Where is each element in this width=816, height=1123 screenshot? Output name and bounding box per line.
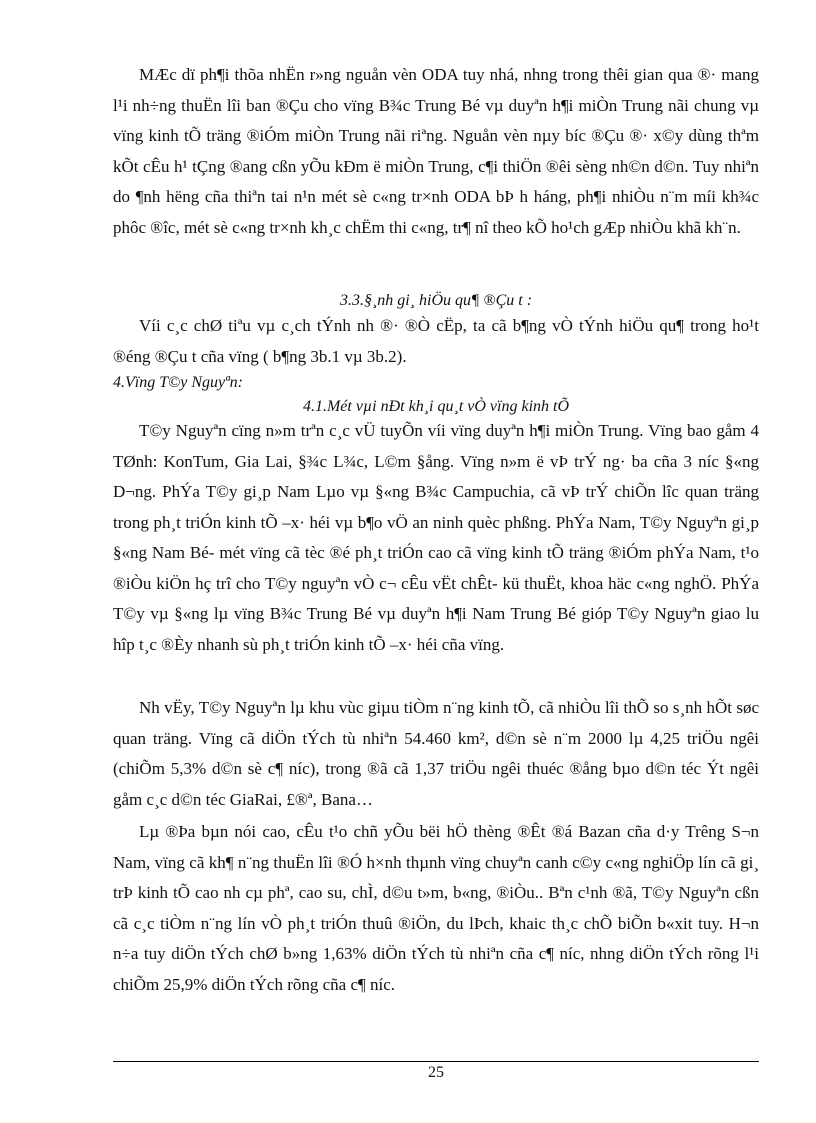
- paragraph-efficiency: Víi c¸c chØ tiªu vµ c¸ch tÝnh nh ®· ®Ò cËp, ta cã b¶ng vÒ tÝnh hiÖu qu¶ trong ho¹t ®éng ®Çu t cña vïng ( b¶ng 3b.1 vµ 3b.2).: [113, 316, 759, 366]
- heading-4: 4.Vïng T©y Nguyªn:: [113, 374, 243, 391]
- heading-4-1: 4.1.Mét vµi nÐt kh¸i qu¸t vÒ vïng kinh tÕ: [302, 398, 570, 415]
- heading-3-3: 3.3.§¸nh gi¸ hiÖu qu¶ ®Çu t :: [339, 292, 533, 309]
- paragraph-potential: Nh vËy, T©y Nguyªn lµ khu vùc giµu tiÒm n¨ng kinh tÕ, cã nhiÒu lîi thÕ so s¸nh hÕt søc quan träng. Vïng cã diÖn tÝch tù nhiªn 54.460 km², d©n sè n¨m 2000 lµ 4,25 triÖu ngêi (chiÕm 5,3% d©n sè c¶ níc), trong ®ã cã 1,37 triÖu ngêi thuéc ®ång bµo d©n téc Ýt ngêi gåm c¸c d©n téc GiaRai, £®ª, Bana…: [113, 698, 759, 809]
- paragraph-location: T©y Nguyªn cïng n»m trªn c¸c vÜ tuyÕn víi vïng duyªn h¶i miÒn Trung. Vïng bao gåm 4 TØnh: KonTum, Gia Lai, §¾c L¾c, L©m §ång. Vïng n»m ë vÞ trÝ ng· ba cña 3 níc §«ng D¬ng. PhÝa T©y gi¸p Nam Lµo vµ §«ng B¾c Campuchia, cã vÞ trÝ chiÕn lîc quan träng trong ph¸t triÓn kinh tÕ –x· héi vµ b¶o vÖ an ninh quèc phßng. PhÝa Nam, T©y Nguyªn gi¸p §«ng Nam Bé- mét vïng cã tèc ®é ph¸t triÓn cao cã vïng kinh tÕ träng ®iÓm phÝa Nam, t¹o ®iÒu kiÖn hç trî cho T©y nguyªn vÒ c¬ cÊu vËt chÊt- kü thuËt, khoa häc c«ng nghÖ. PhÝa T©y vµ §«ng lµ vïng B¾c Trung Bé vµ duyªn h¶i Nam Trung Bé gióp T©y Nguyªn giao lu hîp t¸c ®Èy nhanh sù ph¸t triÓn kinh tÕ –x· héi cña vïng.: [113, 421, 759, 654]
- paragraph-terrain: Lµ ®Þa bµn nói cao, cÊu t¹o chñ yÕu bëi hÖ thèng ®Êt ®á Bazan cña d·y Trêng S¬n Nam, vïng cã kh¶ n¨ng thuËn lîi ®Ó h×nh thµnh vïng chuyªn canh c©y c«ng nghiÖp lín cã gi¸ trÞ kinh tÕ cao nh cµ phª, cao su, chÌ, d©u t»m, b«ng, ®iÒu.. Bªn c¹nh ®ã, T©y Nguyªn cßn cã c¸c tiÒm n¨ng lín vÒ ph¸t triÓn thuû ®iÖn, du lÞch, khaic th¸c chÕ biÕn b«xit tuy. H¬n n÷a tuy diÖn tÝch chØ b»ng 1,63% diÖn tÝch tù nhiªn cña c¶ níc, nhng diÖn tÝch rõng l¹i chiÕm 25,9% diÖn tÝch rõng cña c¶ níc.: [113, 822, 759, 994]
- paragraph-oda: MÆc dï ph¶i thõa nhËn r»ng nguån vèn ODA tuy nhá, nhng trong thêi gian qua ®· mang l¹i nh÷ng thuËn lîi ban ®Çu cho vïng B¾c Trung Bé vµ duyªn h¶i miÒn Trung nãi chung vµ vïng kinh tÕ träng ®iÓm miÒn Trung nãi riªng. Nguån vèn nµy bíc ®Çu ®· x©y dùng thªm kÕt cÊu h¹ tÇng ®ang cßn yÕu kÐm ë miÒn Trung, c¶i thiÖn ®êi sèng nh©n d©n. Tuy nhiªn do ¶nh hëng cña thiªn tai n¹n mét sè c«ng tr×nh ODA bÞ h háng, ph¶i nhiÒu n¨m míi kh¾c phôc ®îc, mét sè c«ng tr×nh kh¸c chËm thi c«ng, tr¶ nî theo kÕ ho¹ch gÆp nhiÒu khã kh¨n.: [113, 65, 759, 237]
- page-number: 25: [428, 1064, 444, 1081]
- footer-divider: [113, 1061, 759, 1062]
